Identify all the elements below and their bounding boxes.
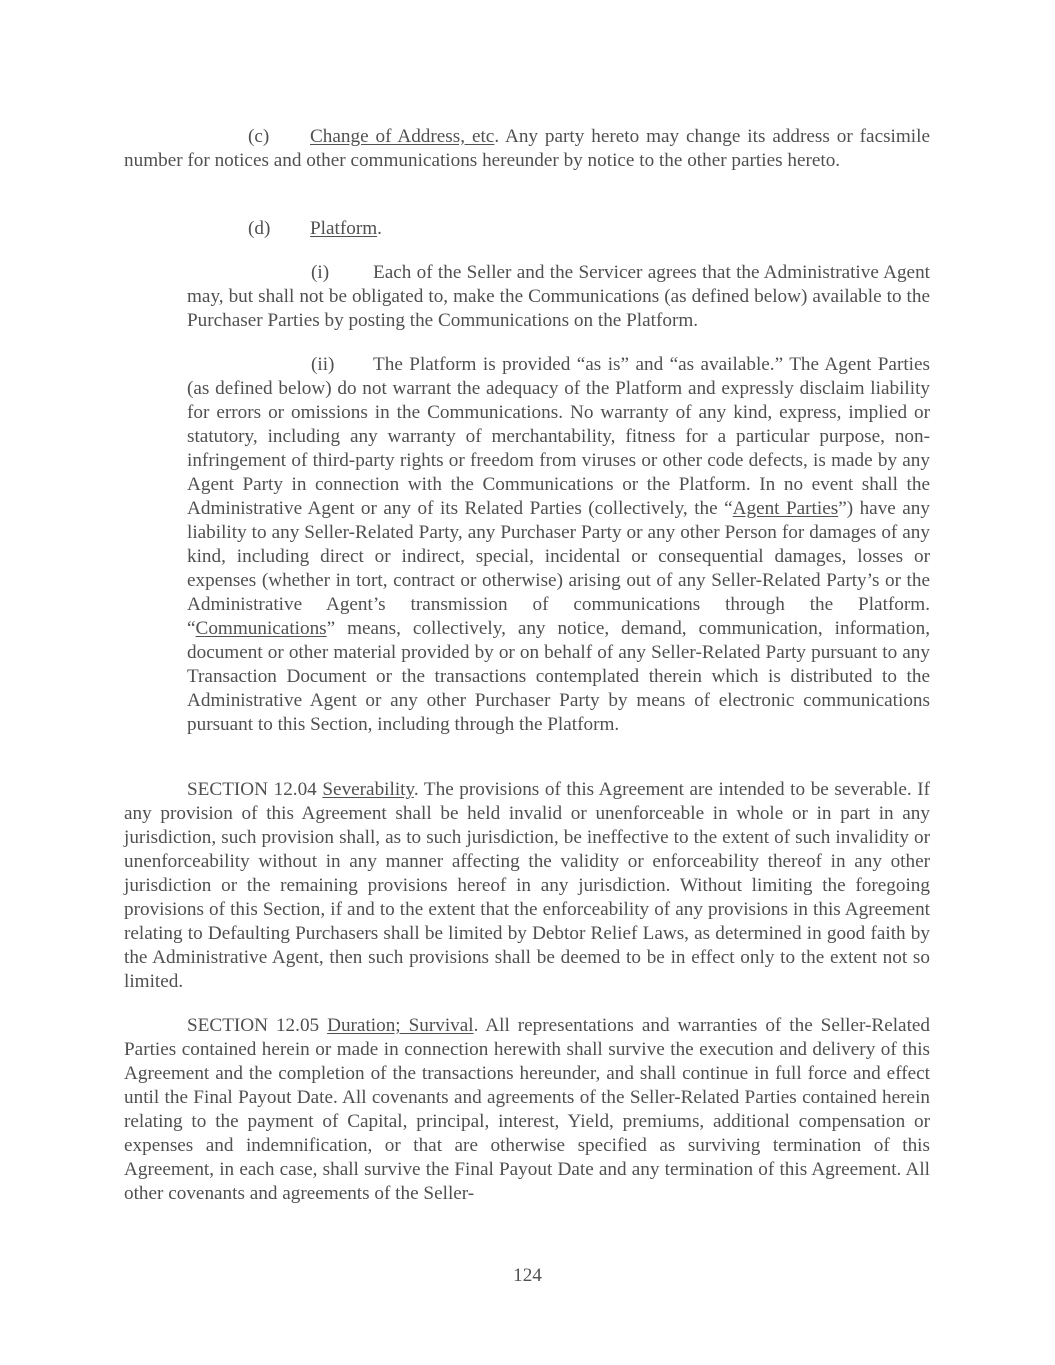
clause-d-i-label: (i) [311,262,330,283]
section-12-04-heading: Severability [322,779,414,800]
section-12-04-text: . The provisions of this Agreement are intended to be severable. If any provision of this Agreement shall be held invalid or unenforceable in whole or in part in any jurisdiction, such provision shall, as to such jurisdiction, be ineffective to the extent of such invalidity or unenforceability without in any manner affecting the validity or enforceability thereof in any other jurisdiction or the remaining provisions hereof in any jurisdiction. Without limiting the foregoing provisions of this Section, if and to the extent that the enforceability of any provisions in this Agreement relating to Defaulting Purchasers shall be limited by Debtor Relief Laws, as determined in good faith by the Administrative Agent, then such provisions shall be deemed to be in effect only to the extent not so limited. [124,779,930,992]
subsection-d-heading: Platform [310,218,378,239]
defined-term-communications: Communications [195,618,327,639]
section-12-05-number: SECTION 12.05 [187,1015,320,1036]
subsection-d-punct: . [377,218,382,239]
page-number: 124 [513,1265,542,1286]
subsection-d [248,217,548,241]
subsection-c-text: . Any party hereto may change its address or facsimile number for notices and other communications hereunder by notice to the other parties hereto. [124,126,930,171]
clause-d-i [187,261,930,333]
section-12-05 [124,1014,930,1206]
subsection-c-heading: Change of Address, etc [310,126,495,147]
subsection-c [124,125,930,173]
clause-d-ii [187,353,930,737]
section-12-05-text: . All representations and warranties of the Seller-Related Parties contained herein or made in connection herewith shall survive the execution and delivery of this Agreement and the completion of the transactions hereunder, and shall continue in full force and effect until the Final Payout Date. All covenants and agreements of the Seller-Related Parties contained herein relating to the payment of Capital, principal, interest, Yield, premiums, additional compensation or expenses and indemnification, or that are otherwise specified as surviving termination of this Agreement, in each case, shall survive the Final Payout Date and any termination of this Agreement. All other covenants and agreements of the Seller- [124,1015,931,1204]
clause-d-i-text: Each of the Seller and the Servicer agrees that the Administrative Agent may, but shall not be obligated to, make the Communications (as defined below) available to the Purchaser Parties by posting the Communications on the Platform. [187,262,930,331]
clause-d-ii-text-1: The Platform is provided “as is” and “as available.” The Agent Parties (as defined below) do not warrant the adequacy of the Platform and expressly disclaim liability for errors or omissions in the Communications. No warranty of any kind, express, implied or statutory, including any warranty of merchantability, fitness for a particular purpose, non-infringement of third-party rights or freedom from viruses or other code defects, is made by any Agent Party in connection with the Communications or the Platform. In no event shall the Administrative Agent or any of its Related Parties (collectively, the “ [187,354,930,519]
section-12-04-number: SECTION 12.04 [187,779,317,800]
section-12-05-heading: Duration; Survival [327,1015,474,1036]
subsection-d-label: (d) [248,218,271,239]
subsection-c-label: (c) [248,126,270,147]
clause-d-ii-text-2: ”) have any liability to any Seller-Related Party, any Purchaser Party or any other Person for damages of any kind, including direct or indirect, special, incidental or consequential damages, losses or expenses (whether in tort, contract or otherwise) arising out of any Seller-Related Party’s or the Administrative Agent’s transmission of communications through the Platform. “ [187,498,930,639]
defined-term-agent-parties: Agent Parties [732,498,839,519]
section-12-04 [124,778,930,994]
clause-d-ii-text-3: ” means, collectively, any notice, demand, communication, information, document or other material provided by or on behalf of any Seller-Related Party pursuant to any Transaction Document or the transactions contemplated therein which is distributed to the Administrative Agent or any other Purchaser Party by means of electronic communications pursuant to this Section, including through the Platform. [187,618,930,735]
clause-d-ii-label: (ii) [311,354,335,375]
